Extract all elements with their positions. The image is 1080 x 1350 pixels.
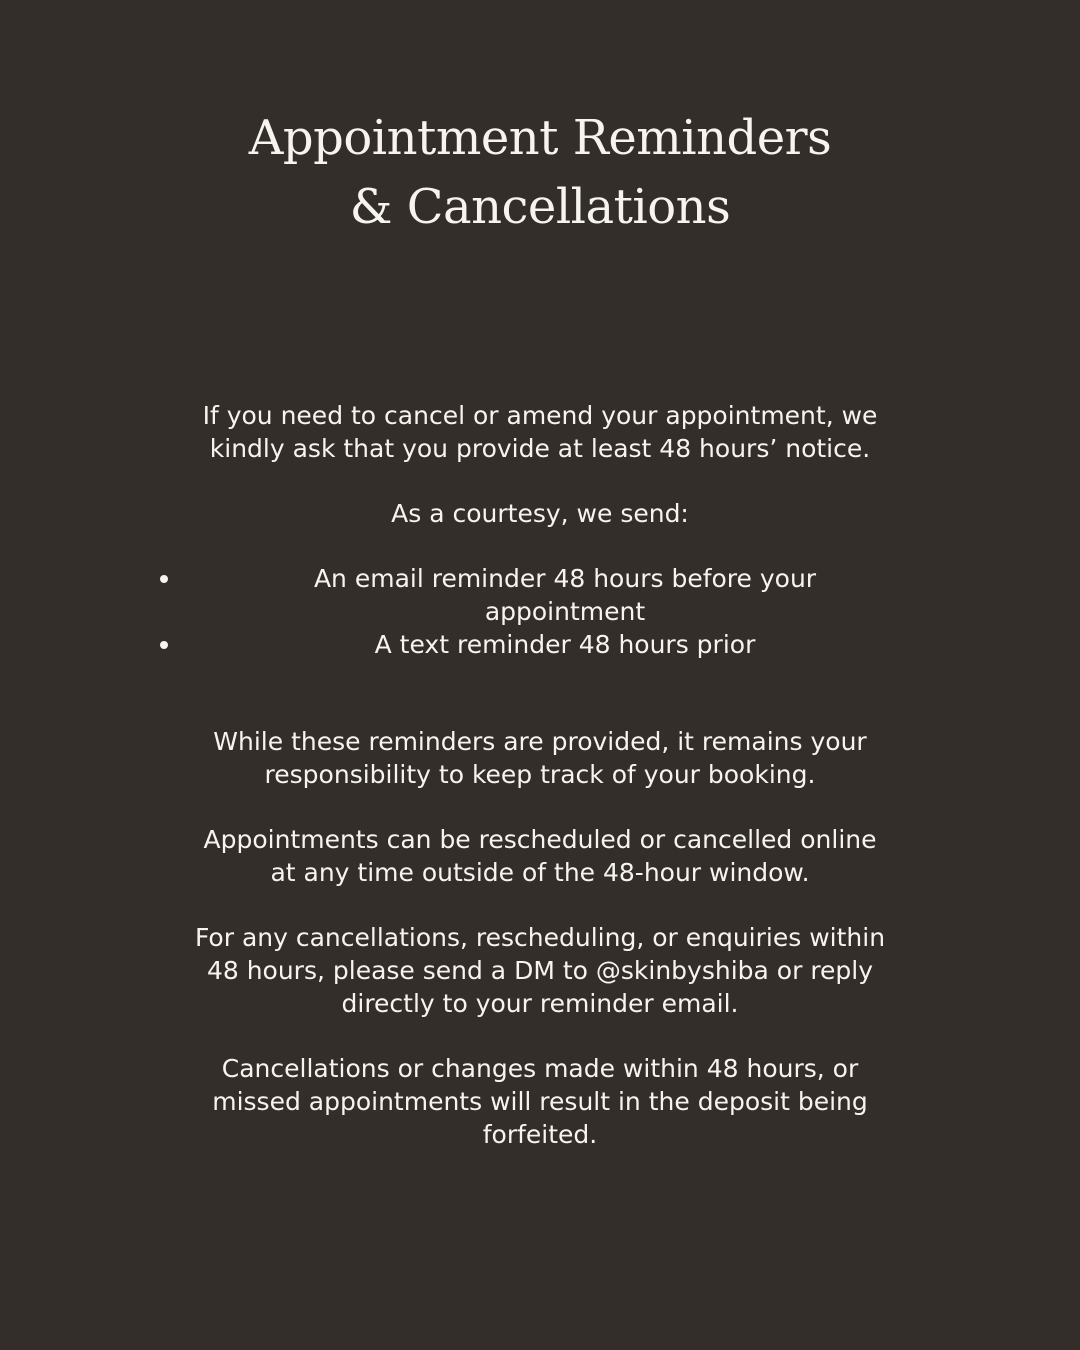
forfeit-line-2: missed appointments will result in the deposit being (212, 1087, 868, 1116)
responsibility-line-2: responsibility to keep track of your booking. (264, 760, 816, 789)
contact-line-2: 48 hours, please send a DM to @skinbyshiba or reply (206, 956, 874, 985)
page-title (0, 104, 1080, 242)
bullet-icon (160, 641, 168, 649)
contact-line-1: For any cancellations, rescheduling, or enquiries within (194, 923, 886, 952)
contact-line-3: directly to your reminder email. (341, 989, 739, 1018)
contact-paragraph (140, 921, 940, 1020)
spacer (140, 530, 940, 562)
policy-body (140, 399, 940, 1151)
intro-paragraph (140, 399, 940, 465)
forfeit-line-3: forfeited. (482, 1120, 598, 1149)
reminder-text: An email reminder 48 hours before your appointment (313, 564, 817, 626)
online-line-2: at any time outside of the 48-hour window. (270, 858, 810, 887)
spacer (140, 889, 940, 921)
list-item (140, 628, 940, 661)
spacer (140, 661, 940, 725)
spacer (140, 1020, 940, 1052)
responsibility-line-1: While these reminders are provided, it remains your (213, 727, 867, 756)
online-line-1: Appointments can be rescheduled or cancelled online (203, 825, 877, 854)
courtesy-paragraph: As a courtesy, we send: (391, 499, 689, 528)
intro-line-2: kindly ask that you provide at least 48 hours’ notice. (209, 434, 871, 463)
intro-line-1: If you need to cancel or amend your appointment, we (202, 401, 878, 430)
list-item (140, 562, 940, 628)
spacer (140, 465, 940, 497)
forfeit-line-1: Cancellations or changes made within 48 hours, or (221, 1054, 859, 1083)
spacer (140, 791, 940, 823)
title-line-2: & Cancellations (349, 179, 731, 235)
title-line-1: Appointment Reminders (248, 110, 832, 166)
responsibility-paragraph (140, 725, 940, 791)
reminder-list (140, 562, 940, 661)
forfeit-paragraph (140, 1052, 940, 1151)
bullet-icon (160, 575, 168, 583)
reminder-text: A text reminder 48 hours prior (374, 630, 756, 659)
online-paragraph (140, 823, 940, 889)
